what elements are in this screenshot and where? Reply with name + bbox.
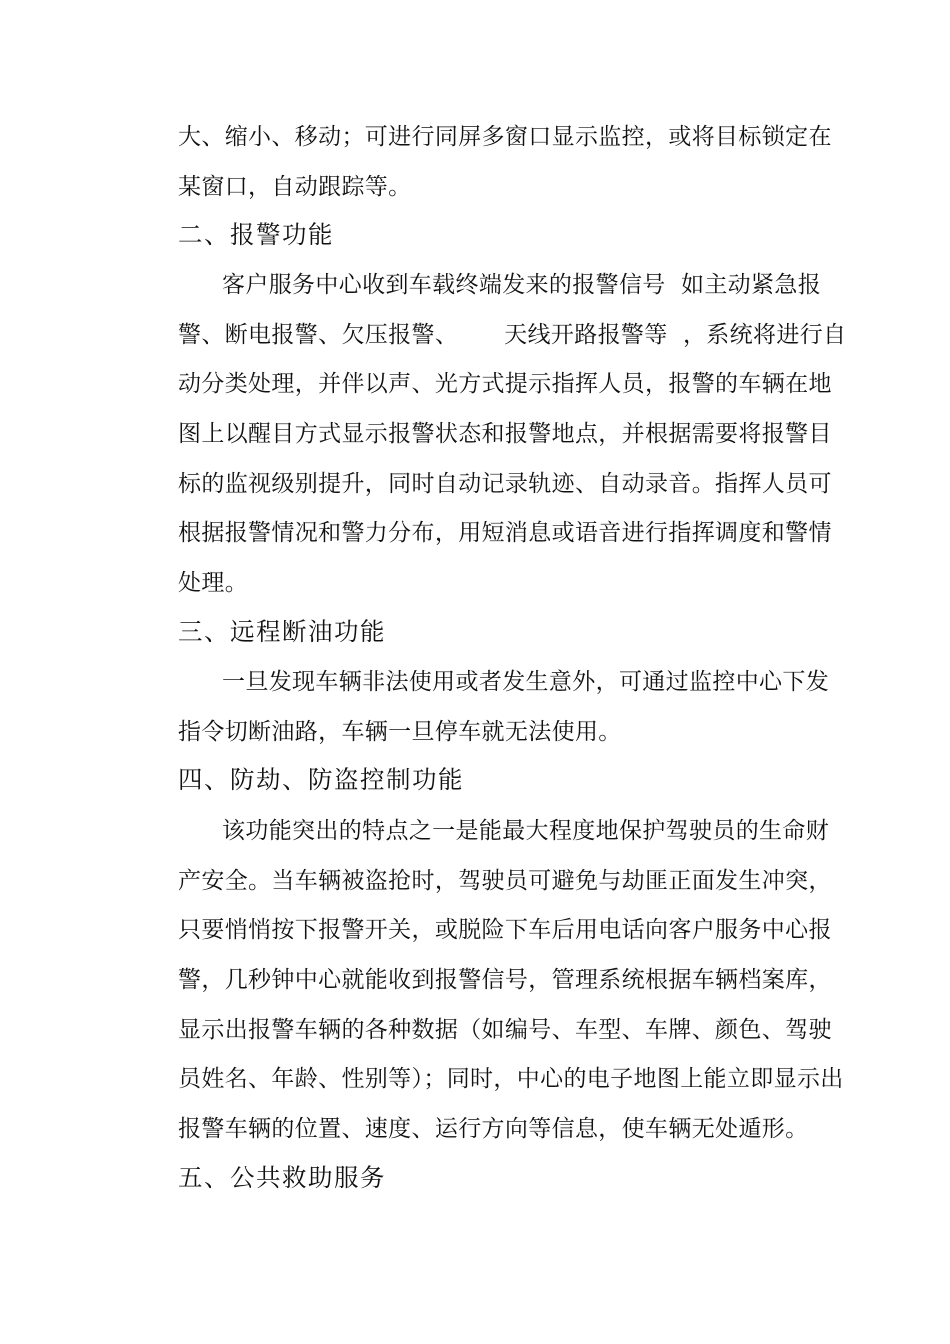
section-heading-alarm: 二、报警功能 <box>178 220 334 249</box>
body-text-line: 显示出报警车辆的各种数据（如编号、车型、车牌、颜色、驾驶 <box>178 1017 832 1043</box>
section-heading-public-assistance: 五、公共救助服务 <box>178 1163 386 1192</box>
body-text-line: 大、缩小、移动；可进行同屏多窗口显示监控，或将目标锁定在 <box>178 124 832 150</box>
body-text-line: 指令切断油路，车辆一旦停车就无法使用。 <box>178 719 622 745</box>
body-text-line: 该功能突出的特点之一是能最大程度地保护驾驶员的生命财 <box>222 818 830 844</box>
body-text-line: 图上以醒目方式显示报警状态和报警地点，并根据需要将报警目 <box>178 421 832 447</box>
body-text-line: 产安全。当车辆被盗抢时，驾驶员可避免与劫匪正面发生冲突， <box>178 868 832 894</box>
body-text-line: 根据报警情况和警力分布，用短消息或语音进行指挥调度和警情 <box>178 520 832 546</box>
body-text-line: 只要悄悄按下报警开关，或脱险下车后用电话向客户服务中心报 <box>178 917 832 943</box>
body-text-line: 标的监视级别提升，同时自动记录轨迹、自动录音。指挥人员可 <box>178 471 832 497</box>
body-text-line: 员姓名、年龄、性别等）；同时，中心的电子地图上能立即显示出 <box>178 1066 844 1092</box>
body-text-line: 警、断电报警、欠压报警、 天线开路报警等 ，系统将进行自 <box>178 322 847 348</box>
body-text-line: 客户服务中心收到车载终端发来的报警信号 如主动紧急报 <box>222 272 822 298</box>
body-text-line: 报警车辆的位置、速度、运行方向等信息，使车辆无处遁形。 <box>178 1116 809 1142</box>
body-text-line: 警，几秒钟中心就能收到报警信号，管理系统根据车辆档案库， <box>178 967 832 993</box>
body-text-line: 某窗口，自动跟踪等。 <box>178 174 412 200</box>
body-text-line: 动分类处理，并伴以声、光方式提示指挥人员，报警的车辆在地 <box>178 371 832 397</box>
section-heading-fuel-cutoff: 三、远程断油功能 <box>178 617 386 646</box>
section-heading-anti-theft: 四、防劫、防盗控制功能 <box>178 765 464 794</box>
body-text-line: 一旦发现车辆非法使用或者发生意外，可通过监控中心下发 <box>222 669 830 695</box>
body-text-line: 处理。 <box>178 570 249 596</box>
